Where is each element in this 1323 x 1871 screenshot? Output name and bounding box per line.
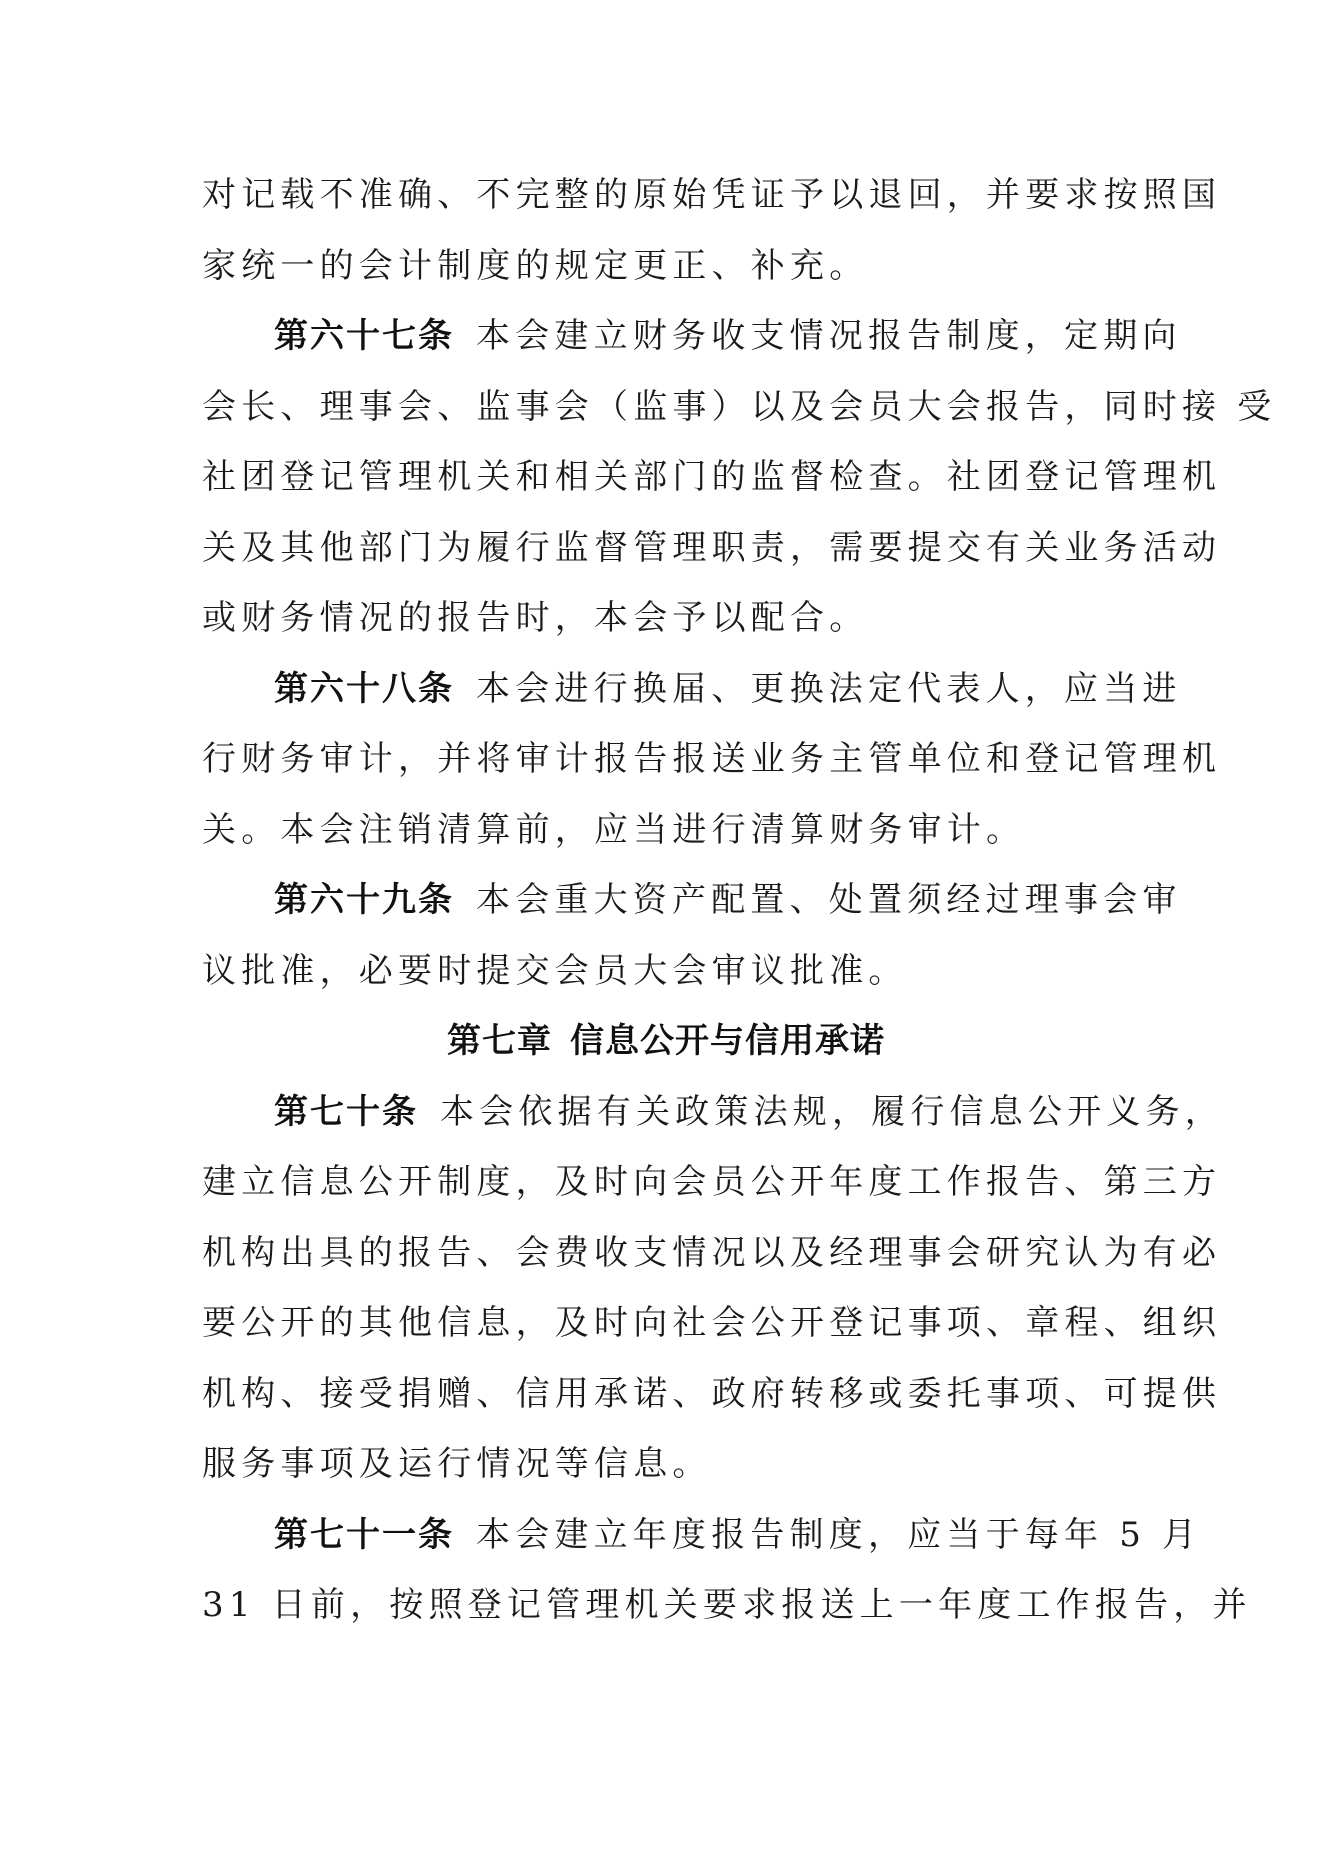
text-line: 机构、接受捐赠、信用承诺、政府转移或委托事项、可提供	[202, 1373, 1222, 1414]
article-69	[202, 865, 1182, 1006]
document-body	[202, 160, 1277, 1641]
text-line: 会长、理事会、监事会（监事）以及会员大会报告，同时接 受	[202, 386, 1277, 427]
chapter-title: 信息公开与信用承诺	[570, 1021, 885, 1061]
text-line: 本会建立财务收支情况报告制度，定期向	[476, 316, 1182, 356]
text-line: 建立信息公开制度，及时向会员公开年度工作报告、第三方	[202, 1162, 1222, 1202]
text-line: 行财务审计，并将审计报告报送业务主管单位和登记管理机	[202, 739, 1222, 779]
text-line: 对记载不准确、不完整的原始凭证予以退回，并要求按照国	[202, 175, 1222, 215]
text-line: 本会依据有关政策法规，履行信息公开义务，	[440, 1091, 1224, 1132]
article-number: 第七十一条	[274, 1514, 454, 1555]
article-68	[202, 654, 1222, 866]
text-line: 社团登记管理机关和相关部门的监督检查。社团登记管理机	[202, 457, 1222, 497]
article-number: 第七十条	[274, 1091, 418, 1132]
article-number: 第六十七条	[274, 316, 454, 356]
text-line: 要公开的其他信息，及时向社会公开登记事项、章程、组织	[202, 1303, 1222, 1343]
article-number: 第六十八条	[274, 668, 454, 709]
text-line: 本会重大资产配置、处置须经过理事会审	[476, 880, 1182, 920]
text-line: 或财务情况的报告时，本会予以配合。	[202, 598, 869, 638]
text-line: 机构出具的报告、会费收支情况以及经理事会研究认为有必	[202, 1232, 1222, 1273]
text-line: 本会进行换届、更换法定代表人，应当进	[476, 668, 1182, 709]
article-number: 第六十九条	[274, 880, 454, 920]
text-line: 议批准，必要时提交会员大会审议批准。	[202, 950, 908, 991]
text-line: 关及其他部门为履行监督管理职责，需要提交有关业务活动	[202, 527, 1222, 568]
article-70	[202, 1077, 1224, 1500]
text-line: 关。本会注销清算前，应当进行清算财务审计。	[202, 809, 1026, 850]
chapter-heading	[202, 1006, 1130, 1077]
text-line: 服务事项及运行情况等信息。	[202, 1444, 712, 1484]
paragraph-intro	[202, 160, 1222, 301]
chapter-number: 第七章	[447, 1021, 552, 1061]
text-line: 本会建立年度报告制度，应当于每年 5 月	[476, 1514, 1202, 1555]
article-67	[202, 301, 1277, 654]
text-line: 家统一的会计制度的规定更正、补充。	[202, 245, 869, 286]
article-71	[202, 1500, 1252, 1641]
text-line: 31 日前，按照登记管理机关要求报送上一年度工作报告，并	[202, 1585, 1252, 1625]
